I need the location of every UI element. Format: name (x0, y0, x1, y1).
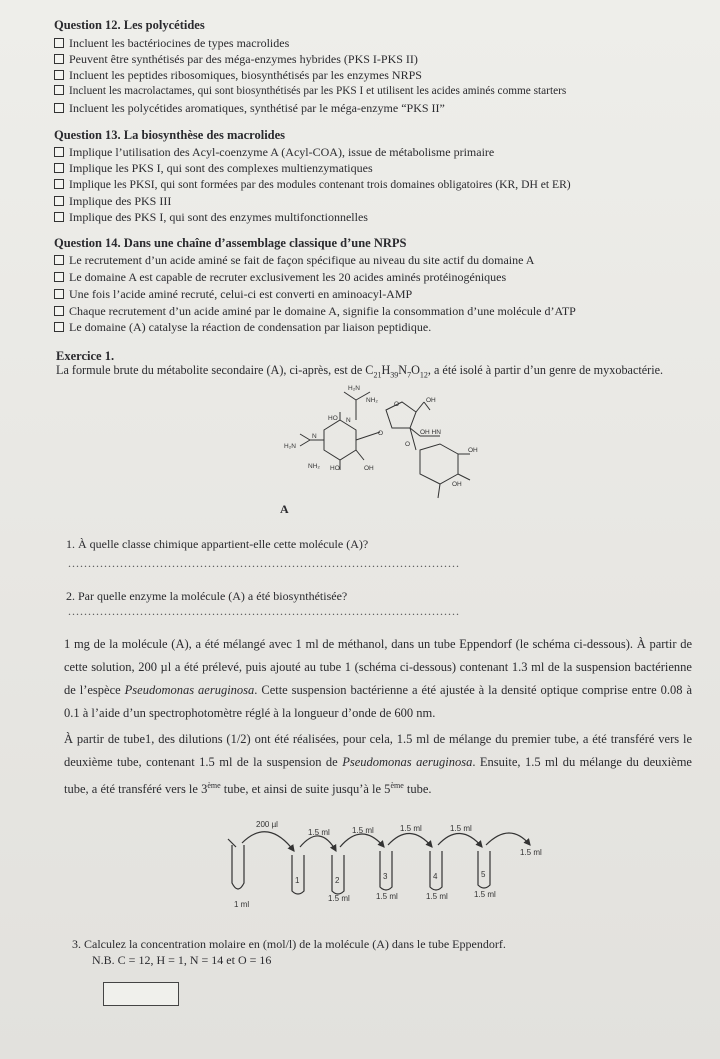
para-text: tube, et ainsi de suite jusqu’à le 5 (220, 782, 391, 797)
mol-atom: H₂N (348, 385, 360, 392)
question-14-title: Question 14. Dans une chaîne d’assemblage classique d’une NRPS (54, 236, 407, 250)
para-text: 1 mg de la molécule (A), a été mélangé avec 1 ml de méthanol, dans un tube Eppendorf (le schéma ci-dessous). À partir de cette solution, 200 µl a été prélevé, puis ajouté au tube 1 (schéma ci-dessous) contenant 1.3 ml de la suspension bactérienne de l’espèce (64, 637, 692, 697)
option-text: Implique des PKS I, qui sont des enzymes multifonctionnelles (69, 210, 368, 224)
option-text: Incluent les peptides ribosomiques, biosynthétisés par les enzymes NRPS (69, 68, 422, 82)
tube-3 (380, 851, 392, 890)
atomic-masses-note: N.B. C = 12, H = 1, N = 14 et O = 16 (92, 953, 272, 967)
q14-option-4[interactable] (54, 304, 576, 319)
mol-atom: O (394, 401, 400, 408)
q14-option-1[interactable] (54, 253, 534, 268)
volume-label: 1.5 ml (400, 824, 422, 833)
species-name: Pseudomonas aeruginosa (342, 755, 473, 769)
tube-number: 4 (433, 872, 438, 881)
tube-number: 2 (335, 876, 340, 885)
answer-box[interactable] (103, 982, 179, 1006)
mol-atom: OH (468, 447, 478, 454)
mol-atom: H₂N (284, 443, 296, 450)
intro-text: La formule brute du métabolite secondaire (A), ci-après, est de C (56, 363, 374, 377)
checkbox[interactable] (54, 163, 64, 173)
paragraph-2 (64, 728, 692, 801)
mol-atom: OH HN (420, 429, 441, 436)
tube-number: 3 (383, 872, 388, 881)
answer-line-1[interactable]: .................................................................................................. (68, 556, 460, 570)
furanose-ring (386, 402, 416, 428)
question-2: 2. Par quelle enzyme la molécule (A) a été biosynthétisée? (66, 589, 348, 603)
question-12-title: Question 12. Les polycétides (54, 18, 205, 32)
question-3: 3. Calculez la concentration molaire en (mol/l) de la molécule (A) dans le tube Eppendorf. (72, 937, 506, 951)
checkbox[interactable] (54, 196, 64, 206)
checkbox[interactable] (54, 255, 64, 265)
mol-atom: N (346, 417, 351, 424)
q12-option-4[interactable] (54, 85, 566, 97)
superscript: ème (207, 781, 221, 790)
q13-option-3[interactable] (54, 178, 571, 191)
superscript: ème (390, 781, 404, 790)
tube-number: 5 (481, 870, 486, 879)
checkbox[interactable] (54, 38, 64, 48)
mol-atom: NH₂ (366, 397, 378, 404)
option-text: Incluent les macrolactames, qui sont biosynthétisés par les PKS I et utilisent les acides aminés comme starters (69, 85, 567, 97)
option-text: Peuvent être synthétisés par des méga-enzymes hybrides (PKS I-PKS II) (69, 52, 418, 66)
volume-label: 1.5 ml (426, 892, 448, 901)
intro-text: , a été isolé à partir d’un genre de myxobactérie. (427, 363, 664, 377)
element-symbol: N (398, 363, 408, 377)
q12-option-3[interactable] (54, 68, 422, 83)
mol-atom: O (378, 430, 384, 437)
subscript: 7 (407, 370, 412, 380)
option-text: Chaque recrutement d’un acide aminé par le domaine A, signifie la consommation d’une molécule d’ATP (69, 304, 576, 318)
exercise-intro (56, 363, 663, 379)
checkbox[interactable] (54, 212, 64, 222)
q13-option-4[interactable] (54, 194, 171, 209)
volume-label: 1 ml (234, 900, 250, 909)
q13-option-1[interactable] (54, 145, 494, 160)
transfer-arrow (300, 836, 336, 851)
checkbox[interactable] (54, 322, 64, 332)
volume-label: 1.5 ml (474, 890, 496, 899)
transfer-arrow (486, 833, 530, 845)
checkbox[interactable] (54, 306, 64, 316)
checkbox[interactable] (54, 179, 64, 189)
tube-2 (332, 855, 344, 894)
pyranose-ring (420, 444, 458, 484)
subscript: 12 (419, 370, 428, 380)
volume-label: 1.5 ml (450, 824, 472, 833)
mol-atom: HO (328, 415, 338, 422)
tube-1 (292, 855, 304, 894)
exercise-title: Exercice 1. (56, 349, 115, 363)
option-text: Implique les PKS I, qui sont des complexes multienzymatiques (69, 161, 373, 175)
dilution-diagram (220, 815, 560, 915)
checkbox[interactable] (54, 70, 64, 80)
para-text: tube. (403, 782, 432, 797)
mol-atom: NH₂ (308, 463, 320, 470)
volume-label: 1.5 ml (308, 828, 330, 837)
checkbox[interactable] (54, 85, 64, 95)
mol-atom: OH (452, 481, 462, 488)
mol-atom: N (312, 433, 317, 440)
option-text: Incluent les polycétides aromatiques, synthétisé par le méga-enzyme “PKS II” (69, 101, 445, 115)
question-1: 1. À quelle classe chimique appartient-elle cette molécule (A)? (66, 537, 369, 551)
q13-option-2[interactable] (54, 161, 373, 176)
paragraph-1 (64, 633, 692, 725)
inositol-ring (324, 420, 356, 460)
checkbox[interactable] (54, 103, 64, 113)
mol-atom: HO (330, 465, 340, 472)
eppendorf-tube (232, 845, 244, 889)
volume-label: 1.5 ml (328, 894, 350, 903)
option-text: Le domaine (A) catalyse la réaction de condensation par liaison peptidique. (69, 320, 432, 334)
q14-option-3[interactable] (54, 287, 412, 302)
transfer-arrow (340, 834, 384, 847)
option-text: Implique des PKS III (69, 194, 172, 208)
option-text: Implique les PKSI, qui sont formées par des modules contenant trois domaines obligatoires (KR, DH et ER) (69, 178, 571, 191)
transfer-arrow (438, 833, 482, 847)
q12-option-2[interactable] (54, 52, 418, 67)
subscript: 21 (373, 370, 382, 380)
q12-option-5[interactable] (54, 101, 445, 116)
molecule-label: A (280, 502, 289, 516)
subscript: 39 (390, 370, 399, 380)
mol-atom: OH (426, 397, 436, 404)
answer-line-2[interactable]: .................................................................................................. (68, 604, 460, 618)
tube-number: 1 (295, 876, 300, 885)
volume-label: 1.5 ml (352, 826, 374, 835)
molecule-structure (270, 380, 490, 520)
transfer-arrow (242, 832, 294, 851)
para-text: À partir de tube1, des dilutions (1/2) ont été réalisées, pour cela, 1.5 ml de mélange du premier tube, a été transféré vers le deuxième tube, contenant 1.5 ml de la suspension de (64, 732, 692, 769)
transfer-arrow (388, 833, 432, 847)
mol-atom: OH (364, 465, 374, 472)
option-text: Le domaine A est capable de recruter exclusivement les 20 acides aminés protéinogéniques (69, 270, 507, 284)
option-text: Le recrutement d’un acide aminé se fait de façon spécifique au niveau du site actif du domaine A (69, 253, 535, 267)
volume-label: 200 µl (256, 820, 278, 829)
option-text: Une fois l’acide aminé recruté, celui-ci est converti en aminoacyl-AMP (69, 287, 413, 301)
q13-option-5[interactable] (54, 210, 368, 225)
volume-label: 1.5 ml (520, 848, 542, 857)
checkbox[interactable] (54, 289, 64, 299)
para-text: . Cette suspension bactérienne a été ajustée à la densité optique comprise entre 0.08 à 0.1 à l’aide d’un spectrophotomètre réglé à la longueur d’onde de 600 nm. (64, 683, 692, 720)
tube-4 (430, 851, 442, 890)
checkbox[interactable] (54, 147, 64, 157)
species-name: Pseudomonas aeruginosa (124, 683, 255, 697)
checkbox[interactable] (54, 54, 64, 64)
mol-atom: O (405, 441, 411, 448)
element-symbol: O (411, 363, 420, 377)
option-text: Implique l’utilisation des Acyl-coenzyme A (Acyl-COA), issue de métabolisme primaire (69, 145, 495, 159)
question-13-title: Question 13. La biosynthèse des macrolides (54, 128, 286, 142)
q12-option-1[interactable] (54, 36, 289, 51)
q14-option-5[interactable] (54, 320, 431, 335)
checkbox[interactable] (54, 272, 64, 282)
para-text: . Ensuite, 1.5 ml du mélange du deuxième tube, a été transféré vers le 3 (64, 755, 692, 797)
element-symbol: H (381, 363, 391, 377)
option-text: Incluent les bactériocines de types macrolides (69, 36, 290, 50)
volume-label: 1.5 ml (376, 892, 398, 901)
q14-option-2[interactable] (54, 270, 506, 285)
